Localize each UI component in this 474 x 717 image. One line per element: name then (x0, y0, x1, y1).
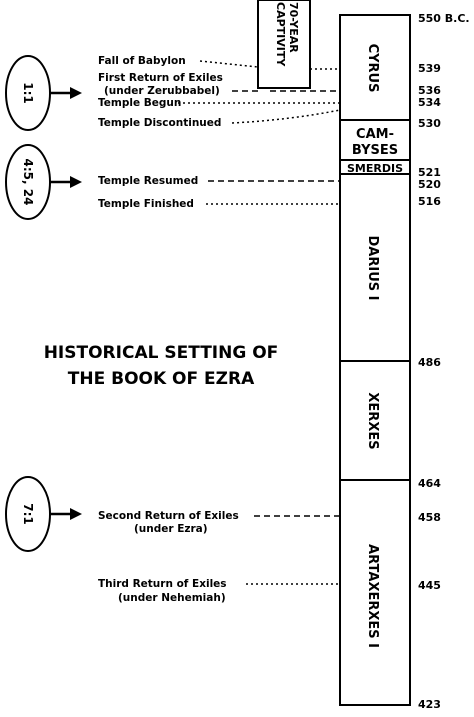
title-line1: HISTORICAL SETTING OF (43, 343, 279, 363)
title-line2: THE BOOK OF EZRA (67, 369, 255, 389)
captivity-line2: CAPTIVITY (274, 2, 287, 67)
year-534: 534 (418, 96, 441, 109)
event-temple-finished: Temple Finished (98, 198, 194, 210)
event-second-return-line1: Second Return of Exiles (98, 510, 239, 522)
arrow-1 (50, 87, 82, 99)
year-530: 530 (418, 117, 441, 130)
year-539: 539 (418, 62, 441, 75)
connector-temple-discontinued (232, 110, 340, 123)
event-temple-begun: Temple Begun (98, 97, 182, 109)
reference-7-1: 7:1 (21, 503, 35, 525)
year-423: 423 (418, 698, 441, 711)
year-521: 521 (418, 166, 441, 179)
event-first-return-line2: (under Zerubbabel) (104, 85, 220, 97)
connector-fall-of-babylon (200, 61, 258, 67)
event-first-return-line1: First Return of Exiles (98, 72, 223, 84)
arrow-2 (50, 176, 82, 188)
arrow-3 (50, 508, 82, 520)
year-520: 520 (418, 178, 441, 191)
year-445: 445 (418, 579, 441, 592)
reign-cambyses-line1: CAM- (356, 127, 394, 142)
reign-artaxerxes: ARTAXERXES I (365, 544, 380, 648)
year-550: 550 B.C. (418, 12, 470, 25)
event-fall-of-babylon: Fall of Babylon (98, 55, 186, 67)
event-temple-resumed: Temple Resumed (98, 175, 199, 187)
reign-darius: DARIUS I (365, 235, 380, 301)
event-temple-discontinued: Temple Discontinued (98, 117, 222, 129)
year-516: 516 (418, 195, 441, 208)
event-third-return-line2: (under Nehemiah) (118, 592, 226, 604)
reference-1-1: 1:1 (21, 82, 35, 104)
reference-4-5-24: 4:5, 24 (21, 158, 35, 206)
event-third-return-line1: Third Return of Exiles (98, 578, 227, 590)
year-464: 464 (418, 477, 441, 490)
reign-cyrus: CYRUS (365, 43, 380, 93)
reign-smerdis: SMERDIS (347, 162, 403, 175)
captivity-line1: 70-YEAR (287, 2, 300, 53)
event-second-return-line2: (under Ezra) (134, 523, 208, 535)
year-458: 458 (418, 511, 441, 524)
year-536: 536 (418, 84, 441, 97)
reign-cambyses-line2: BYSES (351, 143, 399, 158)
reign-xerxes: XERXES (365, 392, 380, 450)
year-486: 486 (418, 356, 441, 369)
